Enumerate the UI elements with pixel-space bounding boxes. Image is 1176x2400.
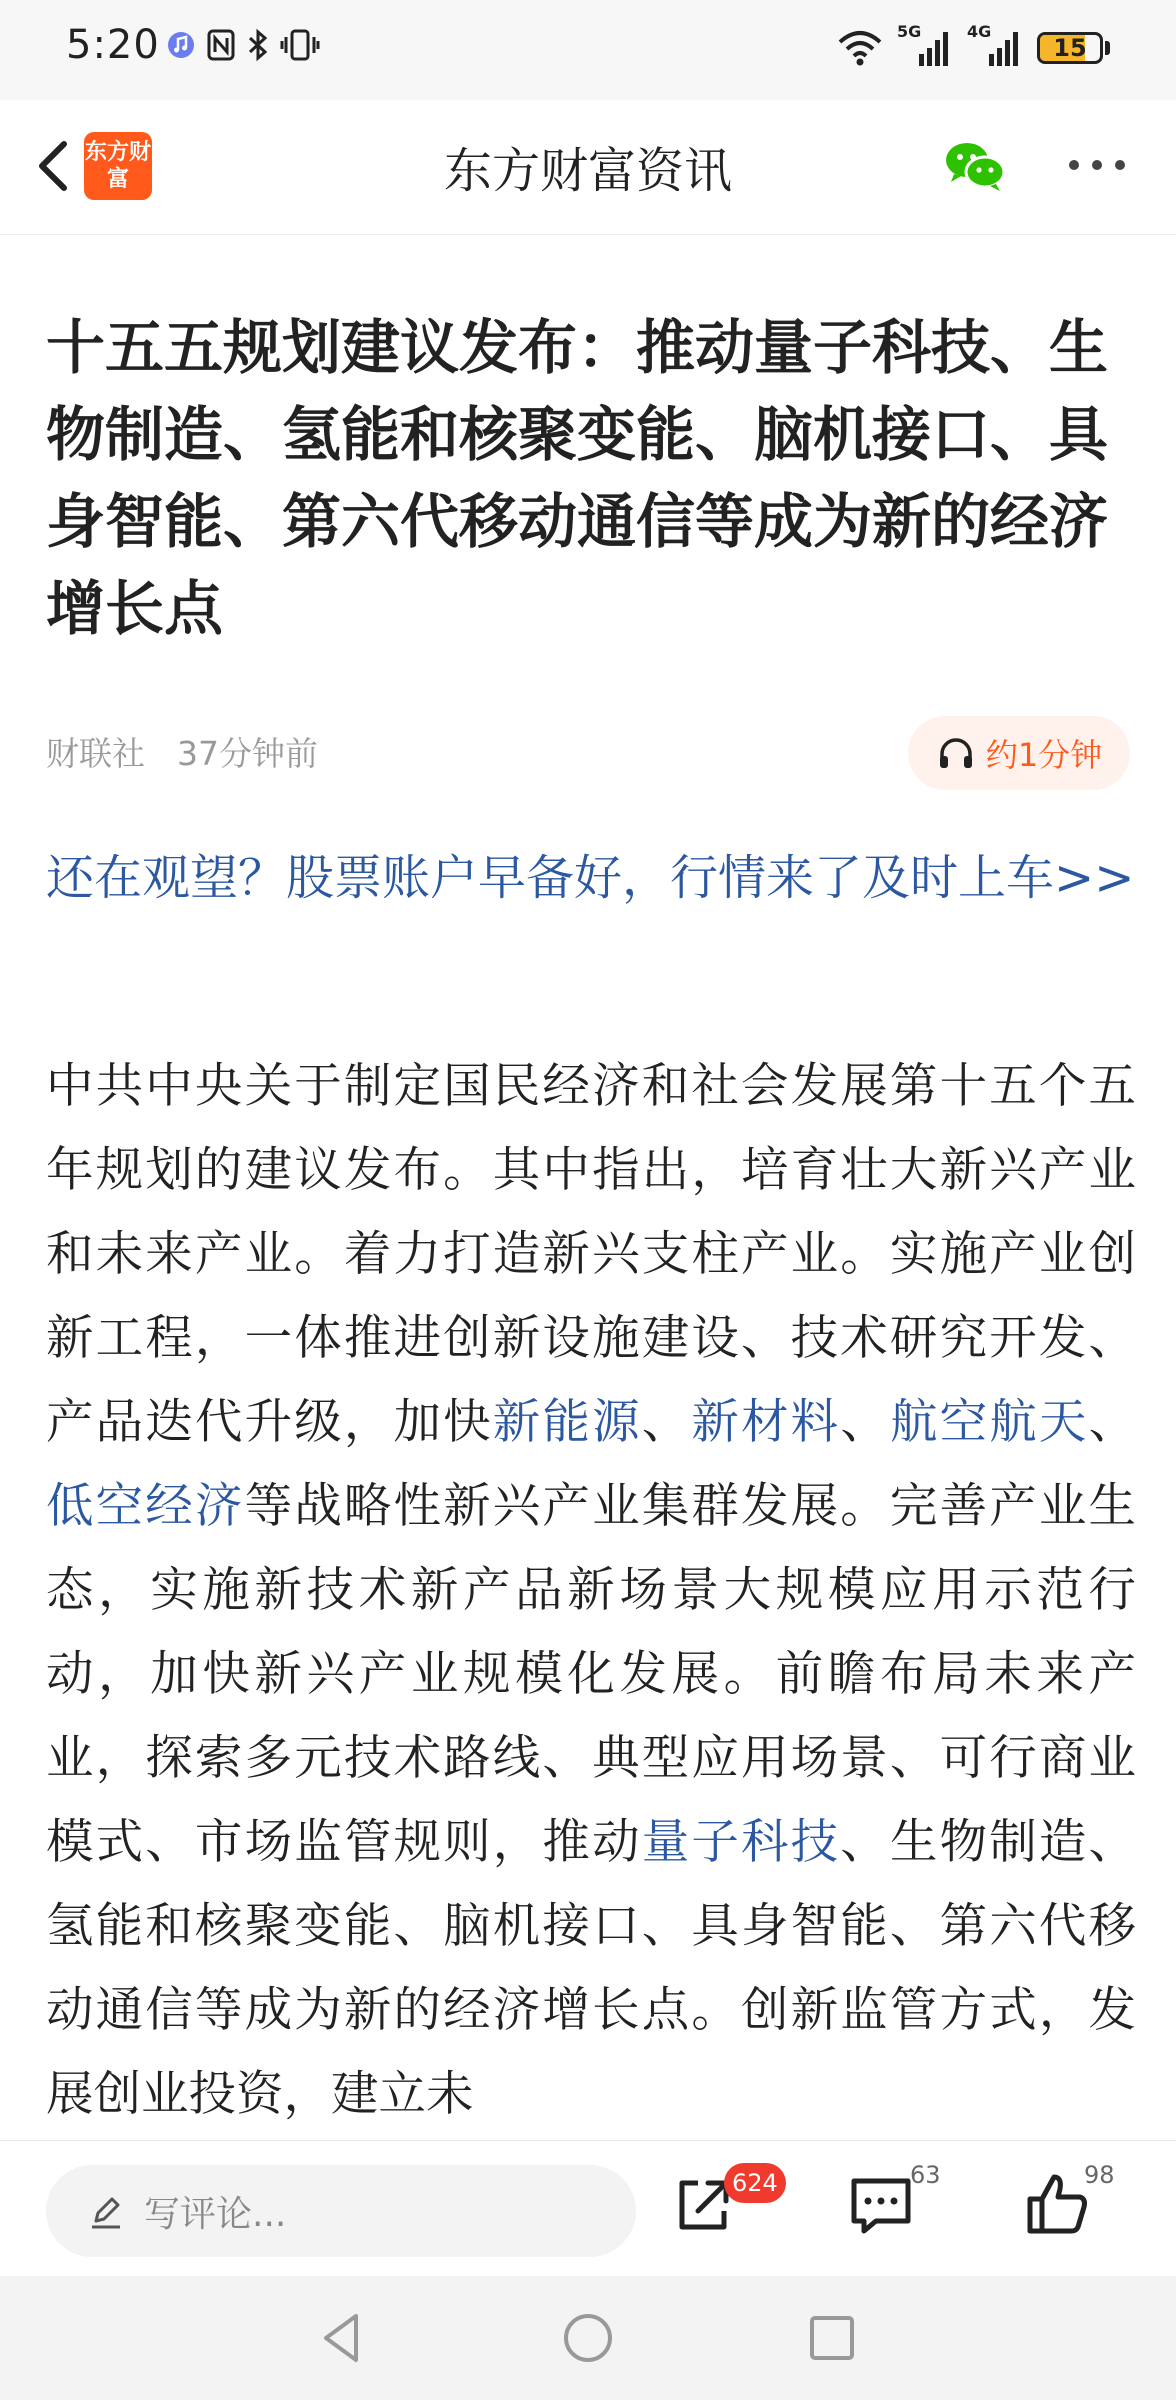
wifi-icon — [837, 30, 883, 66]
more-icon — [1062, 130, 1132, 200]
comment-placeholder: 写评论... — [144, 2193, 287, 2235]
article-title: 十五五规划建议发布：推动量子科技、生物制造、氢能和核聚变能、脑机接口、具身智能、第六代移动通信等成为新的经济增长点 — [46, 313, 1109, 643]
body-text-segment: 中共中央关于制定国民经济和社会发展第十五个五年规划的建议发布。其中指出，培育壮大新兴产业和未来产业。着力打造新兴支柱产业。实施产业创新工程，一体推进创新设施建设、技术研究开发、产品迭代升级，加快 — [46, 1059, 1136, 1450]
body-separator: 、 — [641, 1395, 692, 1450]
listen-button[interactable] — [908, 716, 1130, 790]
bottom-action-bar — [0, 2140, 1176, 2277]
article-body — [46, 1045, 1136, 2137]
more-button[interactable] — [1062, 130, 1132, 200]
body-separator: 、 — [1088, 1395, 1137, 1450]
network-5g-label: 5G — [897, 22, 922, 41]
nav-bar — [0, 100, 1176, 235]
comment-input[interactable] — [46, 2165, 636, 2257]
article-meta — [46, 728, 318, 775]
music-icon — [166, 30, 196, 71]
keyword-link[interactable]: 新材料 — [691, 1395, 841, 1450]
read-time-label: 约1分钟 — [985, 736, 1103, 774]
comments-button[interactable] — [846, 2169, 916, 2239]
system-navigation-bar — [0, 2276, 1176, 2400]
keyword-link[interactable]: 航空航天 — [889, 1395, 1089, 1450]
signal-4g — [967, 22, 1023, 70]
back-icon — [20, 130, 92, 202]
body-text-segment: 、生物制造、氢能和核聚变能、脑机接口、具身智能、第六代移动通信等成为新的经济增长点。创新监管方式，发展创业投资，建立未 — [46, 1815, 1137, 2122]
wechat-icon — [940, 130, 1010, 200]
home-circle-icon — [556, 2306, 620, 2370]
body-separator: 、 — [840, 1395, 890, 1450]
signal-icon — [897, 26, 953, 70]
status-bar — [0, 0, 1176, 100]
source-logo[interactable]: 东方财富 — [84, 132, 152, 200]
network-4g-label: 4G — [967, 22, 992, 41]
back-triangle-icon — [310, 2306, 374, 2370]
comment-bubble-icon — [846, 2169, 916, 2239]
body-text-segment: 等战略性新兴产业集群发展。完善产业生态，实施新技术新产品新场景大规模应用示范行动，加快新兴产业规模化发展。前瞻布局未来产业，探索多元技术路线、典型应用场景、可行商业模式、市场监管规则，推动 — [46, 1479, 1137, 1870]
bluetooth-icon — [246, 28, 270, 73]
thumbs-up-icon — [1022, 2169, 1092, 2239]
headphones-icon — [936, 733, 976, 773]
system-home-button[interactable] — [556, 2306, 620, 2370]
signal-icon — [967, 26, 1023, 70]
like-button[interactable] — [1022, 2169, 1092, 2239]
share-count-badge: 624 — [724, 2163, 786, 2203]
status-left-icons — [166, 28, 320, 73]
battery-tip — [1105, 41, 1110, 55]
nav-title: 东方财富资讯 — [443, 143, 732, 199]
recents-square-icon — [800, 2306, 864, 2370]
keyword-link[interactable]: 低空经济 — [46, 1479, 245, 1534]
pencil-icon — [86, 2191, 126, 2231]
article-source[interactable]: 财联社 — [46, 734, 145, 773]
promo-link[interactable]: 还在观望？股票账户早备好，行情来了及时上车>> — [46, 850, 1135, 906]
keyword-link[interactable]: 新能源 — [492, 1395, 642, 1450]
signal-5g — [897, 22, 953, 70]
keyword-link[interactable]: 量子科技 — [641, 1815, 841, 1870]
vibrate-icon — [280, 28, 320, 73]
back-button[interactable] — [20, 130, 92, 202]
like-count: 98 — [1084, 2161, 1115, 2189]
article-time: 37分钟前 — [177, 734, 318, 773]
system-back-button[interactable] — [310, 2306, 374, 2370]
battery-level: 15 — [1053, 34, 1087, 62]
system-recents-button[interactable] — [800, 2306, 864, 2370]
nfc-icon — [206, 28, 236, 73]
status-right — [837, 22, 1110, 70]
wechat-share-button[interactable] — [940, 130, 1010, 200]
comment-count: 63 — [910, 2161, 941, 2189]
status-time: 5:20 — [66, 22, 160, 68]
battery-icon — [1037, 32, 1103, 64]
